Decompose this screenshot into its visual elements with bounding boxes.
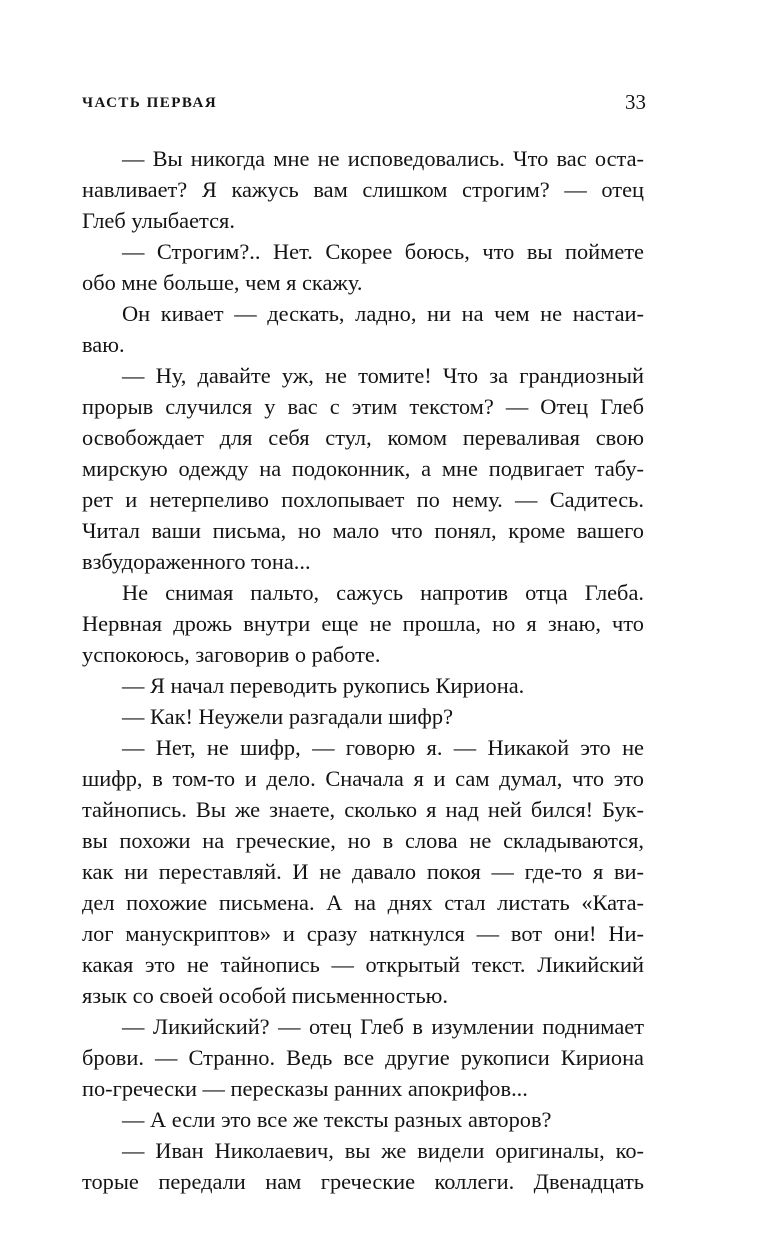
- text-line: язык со своей особой письменностью.: [82, 983, 448, 1008]
- text-line: обо мне больше, чем я скажу.: [82, 270, 363, 295]
- text-line: — Я начал переводить рукопись Кириона.: [122, 673, 525, 698]
- text-line: — Как! Неужели разгадали шифр?: [122, 704, 454, 729]
- text-line: прорыв случился у вас с этим текстом? — Отец Глеб: [82, 394, 644, 419]
- text-line: освобождает для себя стул, комом переваливая свою: [82, 425, 644, 450]
- text-line: мирскую одежду на подоконник, а мне подвигает табу-: [82, 456, 644, 481]
- text-line: дел похожие письмена. А на днях стал листать «Ката-: [82, 890, 644, 915]
- text-line: вы похожи на греческие, но в слова не складываются,: [82, 828, 644, 853]
- text-line: — Ну, давайте уж, не томите! Что за грандиозный: [122, 363, 644, 388]
- text-line: — А если это все же тексты разных авторов?: [122, 1107, 552, 1132]
- text-line: Глеб улыбается.: [82, 208, 235, 233]
- text-line: Читал ваши письма, но мало что понял, кроме вашего: [82, 518, 644, 543]
- text-line: — Ликийский? — отец Глеб в изумлении поднимает: [122, 1014, 644, 1039]
- text-line: торые передали нам греческие коллеги. Двенадцать: [82, 1169, 644, 1194]
- text-line: по-гречески — пересказы ранних апокрифов...: [82, 1076, 528, 1101]
- text-line: — Иван Николаевич, вы же видели оригиналы, ко-: [122, 1138, 644, 1163]
- text-line: — Нет, не шифр, — говорю я. — Никакой это не: [122, 735, 644, 760]
- body-text: [82, 143, 644, 1197]
- text-line: — Строгим?.. Нет. Скорее боюсь, что вы поймете: [122, 239, 644, 264]
- running-title: ЧАСТЬ ПЕРВАЯ: [82, 95, 218, 111]
- text-line: навливает? Я кажусь вам слишком строгим? — отец: [82, 177, 644, 202]
- text-line: какая это не тайнопись — открытый текст. Ликийский: [82, 952, 644, 977]
- text-line: взбудораженного тона...: [82, 549, 311, 574]
- text-line: ваю.: [82, 332, 125, 357]
- page-number: 33: [625, 90, 646, 114]
- text-line: Он кивает — дескать, ладно, ни на чем не настаи-: [122, 301, 644, 326]
- text-line: рет и нетерпеливо похлопывает по нему. — Садитесь.: [82, 487, 644, 512]
- text-line: брови. — Странно. Ведь все другие рукописи Кириона: [82, 1045, 644, 1070]
- text-line: — Вы никогда мне не исповедовались. Что вас оста-: [122, 146, 644, 171]
- text-line: Не снимая пальто, сажусь напротив отца Глеба.: [122, 580, 644, 605]
- text-line: Нервная дрожь внутри еще не прошла, но я знаю, что: [82, 611, 644, 636]
- text-line: как ни переставляй. И не давало покоя — где-то я ви-: [82, 859, 644, 884]
- text-line: тайнопись. Вы же знаете, сколько я над ней бился! Бук-: [82, 797, 644, 822]
- text-line: лог манускриптов» и сразу наткнулся — вот они! Ни-: [82, 921, 644, 946]
- text-line: шифр, в том-то и дело. Сначала я и сам думал, что это: [82, 766, 644, 791]
- text-line: успокоюсь, заговорив о работе.: [82, 642, 381, 667]
